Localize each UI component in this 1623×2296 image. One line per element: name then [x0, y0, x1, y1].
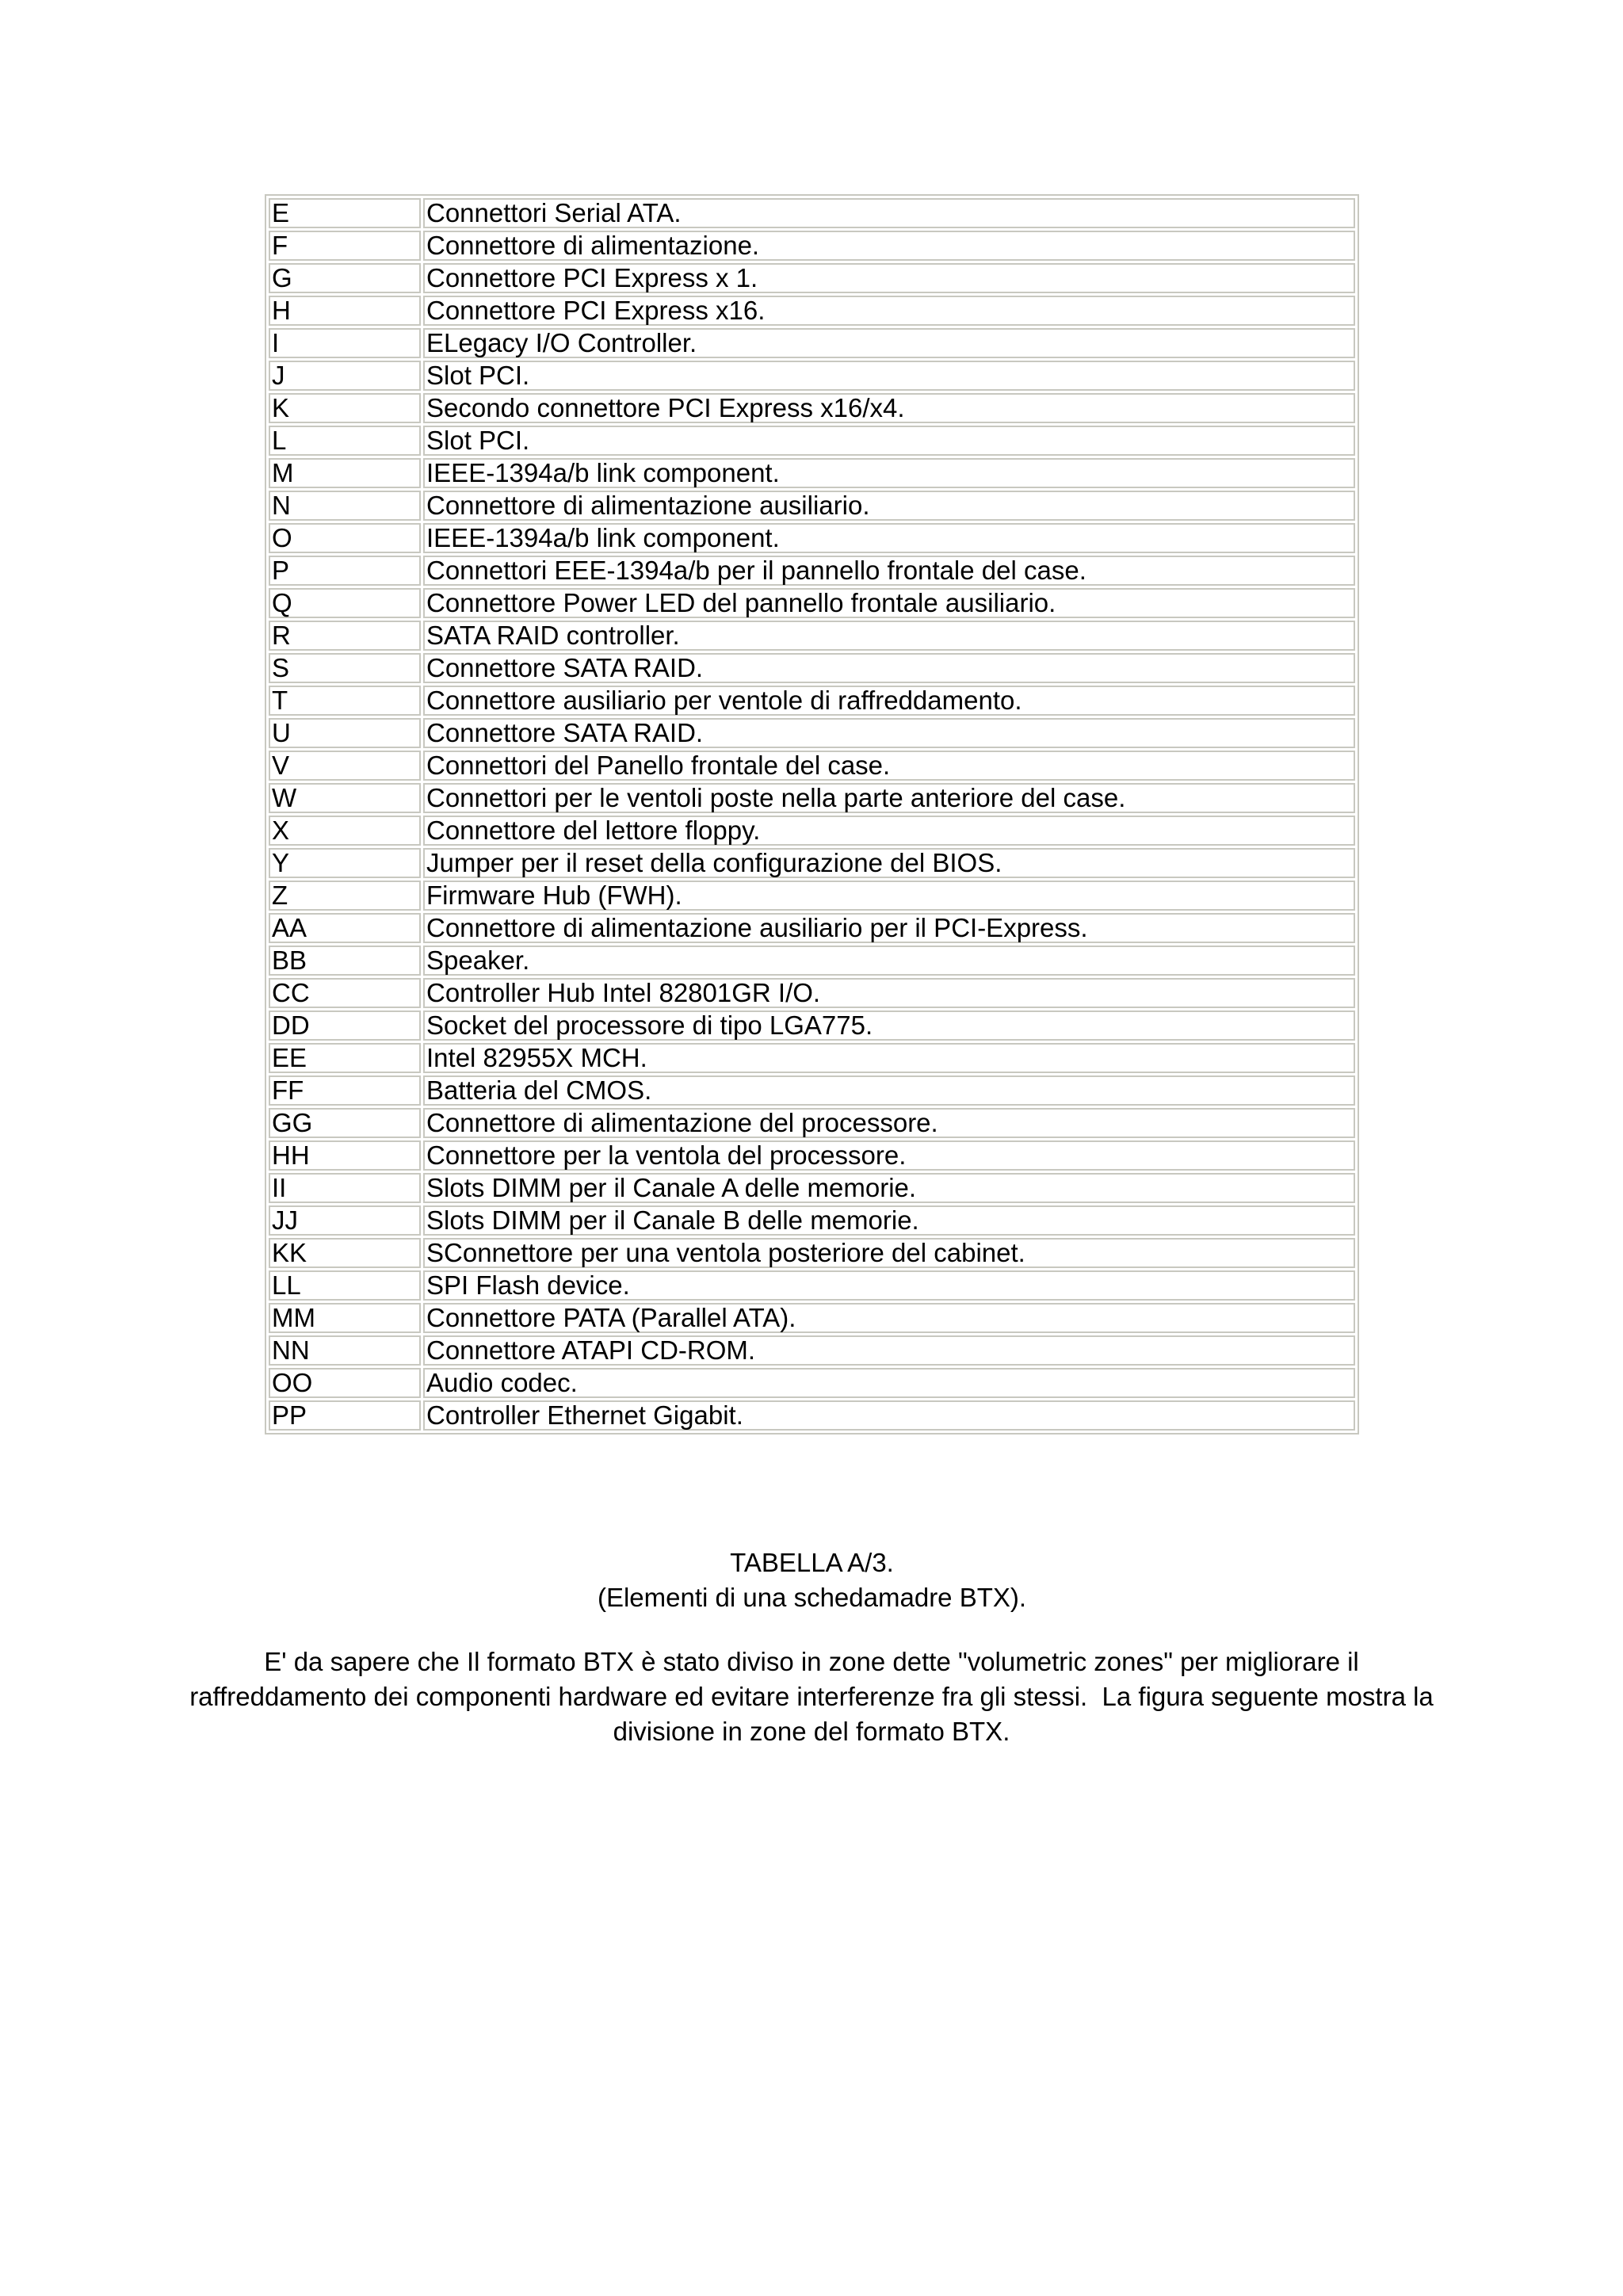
- component-code-cell: I: [269, 328, 421, 358]
- paragraph-line: E' da sapere che Il formato BTX è stato diviso in zone dette "volumetric zones" per migliorare il: [264, 1647, 1359, 1676]
- component-description-cell: Socket del processore di tipo LGA775.: [423, 1010, 1355, 1041]
- table-row: [269, 1303, 1355, 1333]
- component-description-cell: Connettore di alimentazione ausiliario.: [423, 491, 1355, 521]
- component-code-cell: F: [269, 231, 421, 261]
- table-row: [269, 1335, 1355, 1366]
- table-row: [269, 263, 1355, 293]
- component-code-cell: G: [269, 263, 421, 293]
- body-paragraph: [143, 1645, 1480, 1749]
- table-row: [269, 1140, 1355, 1171]
- component-code-cell: FF: [269, 1075, 421, 1106]
- component-code-cell: NN: [269, 1335, 421, 1366]
- table-row: [269, 491, 1355, 521]
- component-code-cell: CC: [269, 978, 421, 1008]
- table-row: [269, 1043, 1355, 1073]
- component-code-cell: MM: [269, 1303, 421, 1333]
- component-code-cell: S: [269, 653, 421, 683]
- component-description-cell: SPI Flash device.: [423, 1270, 1355, 1301]
- component-code-cell: N: [269, 491, 421, 521]
- table-row: [269, 588, 1355, 618]
- table-row: [269, 426, 1355, 456]
- component-code-cell: T: [269, 686, 421, 716]
- component-code-cell: O: [269, 523, 421, 553]
- table-row: [269, 1205, 1355, 1236]
- table-row: [269, 1173, 1355, 1203]
- component-code-cell: R: [269, 621, 421, 651]
- component-code-cell: Y: [269, 848, 421, 878]
- component-description-cell: Connettore di alimentazione ausiliario per il PCI-Express.: [423, 913, 1355, 943]
- table-row: [269, 1400, 1355, 1431]
- component-description-cell: ELegacy I/O Controller.: [423, 328, 1355, 358]
- component-description-cell: Connettori del Panello frontale del case.: [423, 751, 1355, 781]
- component-description-cell: Connettore di alimentazione.: [423, 231, 1355, 261]
- component-description-cell: Connettori per le ventoli poste nella parte anteriore del case.: [423, 783, 1355, 813]
- component-code-cell: X: [269, 816, 421, 846]
- component-description-cell: Slots DIMM per il Canale B delle memorie.: [423, 1205, 1355, 1236]
- component-code-cell: P: [269, 556, 421, 586]
- table-row: [269, 328, 1355, 358]
- component-code-cell: V: [269, 751, 421, 781]
- component-code-cell: W: [269, 783, 421, 813]
- table-row: [269, 296, 1355, 326]
- table-row: [269, 1075, 1355, 1106]
- component-description-cell: Audio codec.: [423, 1368, 1355, 1398]
- table-row: [269, 881, 1355, 911]
- caption-subtitle: (Elementi di una schedamadre BTX).: [597, 1583, 1027, 1612]
- component-description-cell: Connettore per la ventola del processore.: [423, 1140, 1355, 1171]
- component-description-cell: Connettore Power LED del pannello frontale ausiliario.: [423, 588, 1355, 618]
- table-row: [269, 198, 1355, 228]
- component-code-cell: HH: [269, 1140, 421, 1171]
- component-code-cell: BB: [269, 946, 421, 976]
- legend-table-body: [269, 198, 1355, 1431]
- component-code-cell: EE: [269, 1043, 421, 1073]
- component-description-cell: Jumper per il reset della configurazione del BIOS.: [423, 848, 1355, 878]
- component-description-cell: Connettore di alimentazione del processore.: [423, 1108, 1355, 1138]
- component-description-cell: SConnettore per una ventola posteriore del cabinet.: [423, 1238, 1355, 1268]
- component-description-cell: Controller Ethernet Gigabit.: [423, 1400, 1355, 1431]
- table-row: [269, 946, 1355, 976]
- component-description-cell: Connettore SATA RAID.: [423, 653, 1355, 683]
- component-legend-table: [265, 194, 1359, 1435]
- table-row: [269, 231, 1355, 261]
- component-code-cell: JJ: [269, 1205, 421, 1236]
- component-code-cell: AA: [269, 913, 421, 943]
- table-row: [269, 718, 1355, 748]
- component-description-cell: Connettore PCI Express x16.: [423, 296, 1355, 326]
- component-code-cell: M: [269, 458, 421, 488]
- component-description-cell: Connettori Serial ATA.: [423, 198, 1355, 228]
- component-description-cell: Firmware Hub (FWH).: [423, 881, 1355, 911]
- caption-title: TABELLA A/3.: [730, 1548, 894, 1577]
- table-row: [269, 556, 1355, 586]
- paragraph-line: divisione in zone del formato BTX.: [613, 1717, 1010, 1746]
- component-code-cell: OO: [269, 1368, 421, 1398]
- component-code-cell: H: [269, 296, 421, 326]
- component-code-cell: LL: [269, 1270, 421, 1301]
- component-code-cell: U: [269, 718, 421, 748]
- component-code-cell: E: [269, 198, 421, 228]
- component-description-cell: Slots DIMM per il Canale A delle memorie.: [423, 1173, 1355, 1203]
- table-row: [269, 523, 1355, 553]
- component-code-cell: L: [269, 426, 421, 456]
- table-row: [269, 458, 1355, 488]
- component-description-cell: Connettore del lettore floppy.: [423, 816, 1355, 846]
- component-description-cell: Intel 82955X MCH.: [423, 1043, 1355, 1073]
- component-code-cell: Z: [269, 881, 421, 911]
- table-row: [269, 653, 1355, 683]
- component-description-cell: SATA RAID controller.: [423, 621, 1355, 651]
- component-description-cell: Batteria del CMOS.: [423, 1075, 1355, 1106]
- table-row: [269, 848, 1355, 878]
- component-description-cell: IEEE-1394a/b link component.: [423, 523, 1355, 553]
- table-row: [269, 1270, 1355, 1301]
- table-row: [269, 621, 1355, 651]
- component-code-cell: DD: [269, 1010, 421, 1041]
- component-description-cell: Speaker.: [423, 946, 1355, 976]
- table-row: [269, 978, 1355, 1008]
- table-row: [269, 783, 1355, 813]
- component-description-cell: Connettore ausiliario per ventole di raffreddamento.: [423, 686, 1355, 716]
- table-row: [269, 393, 1355, 423]
- component-description-cell: Connettori EEE-1394a/b per il pannello frontale del case.: [423, 556, 1355, 586]
- table-row: [269, 1010, 1355, 1041]
- table-row: [269, 1238, 1355, 1268]
- component-code-cell: Q: [269, 588, 421, 618]
- component-description-cell: Connettore PATA (Parallel ATA).: [423, 1303, 1355, 1333]
- table-row: [269, 816, 1355, 846]
- component-description-cell: Connettore ATAPI CD-ROM.: [423, 1335, 1355, 1366]
- component-code-cell: KK: [269, 1238, 421, 1268]
- component-description-cell: Connettore PCI Express x 1.: [423, 263, 1355, 293]
- component-description-cell: Connettore SATA RAID.: [423, 718, 1355, 748]
- component-description-cell: IEEE-1394a/b link component.: [423, 458, 1355, 488]
- table-caption: [265, 1545, 1359, 1615]
- table-row: [269, 1108, 1355, 1138]
- component-code-cell: II: [269, 1173, 421, 1203]
- table-row: [269, 913, 1355, 943]
- table-row: [269, 686, 1355, 716]
- paragraph-line: raffreddamento dei componenti hardware ed evitare interferenze fra gli stessi. La figura seguente mostra la: [189, 1682, 1434, 1711]
- component-code-cell: J: [269, 361, 421, 391]
- component-description-cell: Controller Hub Intel 82801GR I/O.: [423, 978, 1355, 1008]
- component-description-cell: Slot PCI.: [423, 361, 1355, 391]
- component-code-cell: K: [269, 393, 421, 423]
- table-row: [269, 1368, 1355, 1398]
- component-description-cell: Secondo connettore PCI Express x16/x4.: [423, 393, 1355, 423]
- component-code-cell: PP: [269, 1400, 421, 1431]
- component-description-cell: Slot PCI.: [423, 426, 1355, 456]
- component-code-cell: GG: [269, 1108, 421, 1138]
- table-row: [269, 751, 1355, 781]
- table-row: [269, 361, 1355, 391]
